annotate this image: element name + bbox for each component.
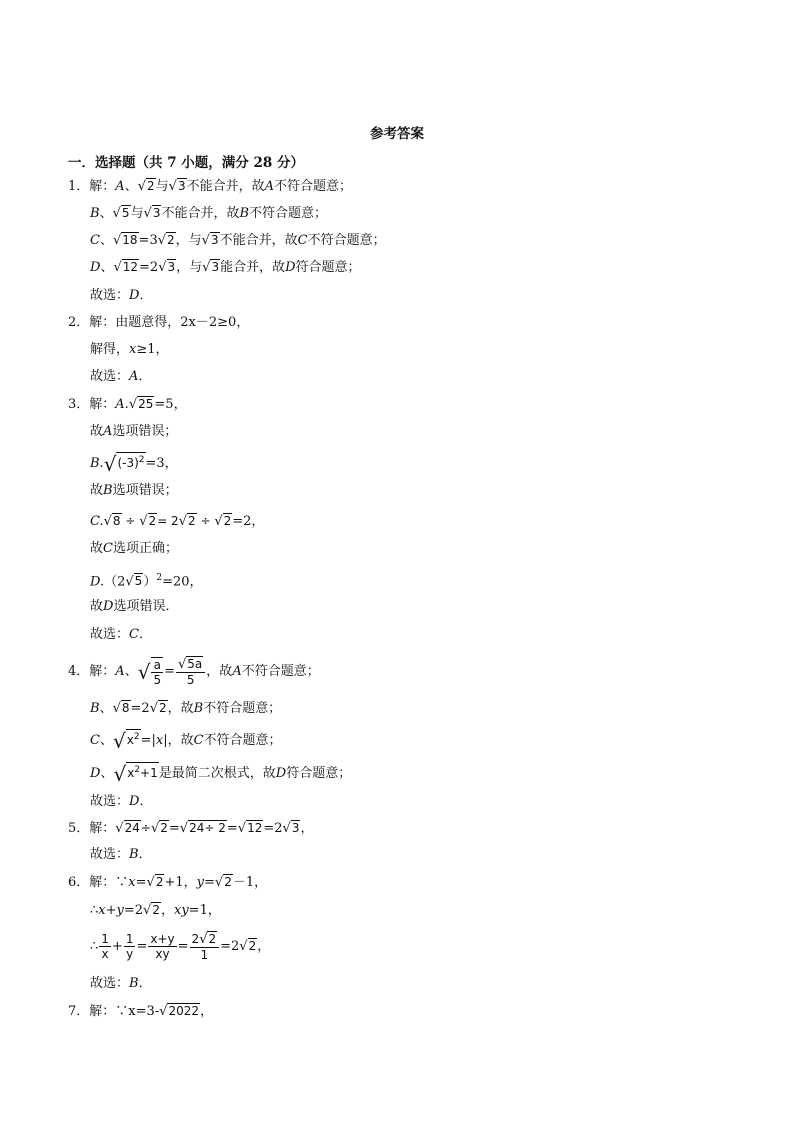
radicand: 8	[121, 701, 130, 715]
q3-result-a	[90, 423, 177, 441]
denominator: xy	[155, 947, 170, 961]
q4-number: 4．	[68, 664, 90, 679]
option-letter: A	[232, 664, 242, 679]
text: ，故	[167, 733, 194, 748]
sqrt-symbol: √	[178, 514, 187, 529]
sqrt-symbol: √	[201, 233, 210, 248]
sqrt-symbol: √	[199, 932, 208, 947]
sqrt-symbol: √	[150, 821, 160, 836]
q5-answer	[90, 846, 152, 864]
fraction	[148, 932, 176, 961]
option-letter: B.	[90, 456, 104, 471]
radicand	[116, 452, 145, 470]
radicand-base: x	[126, 733, 134, 747]
radicand: 3	[291, 821, 300, 835]
text: =5，	[154, 397, 187, 412]
choose-label: 故选：	[90, 976, 130, 991]
fraction	[99, 932, 111, 961]
text: =	[135, 875, 147, 890]
sep: 、	[100, 260, 114, 275]
q3-result-b	[90, 482, 178, 500]
sqrt-symbol: √	[179, 821, 189, 836]
radicand: 2	[155, 875, 164, 889]
text: 是最简二次根式，故	[158, 766, 276, 781]
answer-letter: A	[129, 369, 139, 384]
radicand: 2	[152, 903, 160, 917]
radicand: 18	[122, 233, 138, 247]
sqrt-symbol: √	[168, 179, 177, 194]
radicand: 2	[223, 514, 232, 528]
text: =	[226, 821, 238, 836]
text: 故	[90, 599, 104, 614]
q3-line-d	[90, 569, 203, 591]
q4-answer	[90, 793, 152, 811]
sep: 、	[99, 206, 113, 221]
q6-answer	[90, 975, 152, 993]
text: =3，	[145, 456, 178, 471]
sep: 、	[124, 664, 138, 679]
q7-line	[68, 1003, 213, 1021]
text: ÷	[196, 514, 215, 528]
radicand: 3	[152, 206, 161, 220]
text: 选项正确；	[112, 541, 178, 556]
text: =	[204, 875, 215, 890]
radicand: 2	[188, 514, 196, 528]
option-letter: A.	[115, 397, 129, 412]
text: +	[111, 939, 123, 954]
radicand: 2	[148, 514, 157, 528]
radicand-base: x	[127, 766, 135, 780]
answer-letter: B	[129, 976, 139, 991]
radicand: 2	[160, 821, 168, 835]
sqrt-symbol: √	[139, 514, 148, 529]
sqrt-symbol: √	[214, 875, 224, 890]
radicand: 2	[248, 939, 257, 953]
radicand: 3	[211, 260, 220, 274]
text: 不符合题意；	[203, 733, 282, 748]
text: ，与	[176, 260, 203, 275]
radicand: 2022	[168, 1004, 200, 1018]
sqrt-symbol: √	[214, 514, 223, 529]
option-letter: A	[103, 424, 113, 439]
denominator: 1	[200, 948, 209, 962]
radicand: 2	[158, 701, 167, 715]
exponent: 2	[133, 732, 140, 742]
sqrt-symbol: √	[112, 701, 121, 716]
sqrt-symbol: √	[112, 233, 122, 248]
page-title: 参考答案	[370, 126, 424, 142]
variable: x	[129, 342, 137, 357]
choose-label: 故选：	[90, 288, 130, 303]
q6-line-2	[90, 902, 221, 920]
q1-answer	[90, 287, 152, 305]
text: 不符合题意；	[203, 701, 282, 716]
exponent: 2	[134, 765, 141, 775]
choose-label: 故选：	[90, 794, 130, 809]
q3-result-c	[90, 540, 178, 558]
q3-line-b	[90, 452, 178, 476]
option-letter: C	[90, 733, 100, 748]
radicand-base: (-3)	[117, 456, 139, 470]
text: ，	[300, 821, 314, 836]
text: ÷	[121, 514, 140, 528]
text: 不能合并，故	[161, 206, 240, 221]
text: =2	[123, 903, 144, 918]
q6-line-3	[90, 930, 270, 964]
q1-a-label: A	[115, 179, 125, 194]
q1-yu: 与	[155, 179, 169, 194]
radicand: 3	[177, 179, 186, 193]
q1-b-label: B	[90, 206, 100, 221]
text: 选项错误；	[112, 483, 178, 498]
coefficient: 2	[191, 932, 200, 946]
sep: 、	[99, 733, 113, 748]
text: =	[164, 664, 175, 679]
radicand-tail: +1	[140, 766, 158, 780]
variable: y	[196, 875, 205, 890]
option-letter: D	[275, 766, 287, 781]
option-letter: D.	[90, 574, 105, 590]
radicand: 24	[124, 821, 140, 835]
radicand	[126, 729, 141, 747]
numerator: a	[151, 658, 163, 673]
denominator: 5	[186, 673, 195, 687]
q3-line-c	[90, 512, 264, 531]
denominator: x	[101, 947, 109, 961]
text: 不符合题意；	[241, 664, 320, 679]
q5-number: 5．	[68, 821, 90, 836]
sqrt-symbol: √	[143, 903, 152, 918]
radicand	[126, 762, 159, 780]
text: ，故	[167, 701, 194, 716]
period: ．	[138, 847, 152, 862]
period: ．	[138, 627, 152, 642]
sqrt-symbol: √	[128, 397, 138, 412]
q3-result-d	[90, 598, 178, 616]
text: ，	[200, 1004, 214, 1019]
exponent: 2	[156, 573, 163, 583]
text: 解：∵x=3-	[89, 1004, 160, 1019]
option-letter: B	[103, 483, 113, 498]
text: =2	[139, 260, 159, 275]
text: =	[168, 821, 180, 836]
text: ∴	[90, 939, 99, 954]
radicand: 12	[247, 821, 263, 835]
expression: x+y	[98, 903, 124, 918]
text: 故	[90, 424, 104, 439]
sqrt-symbol: √	[237, 821, 247, 836]
text: 不能合并，故	[219, 233, 298, 248]
text: |	[163, 733, 168, 748]
text: =	[177, 939, 189, 954]
text: =3	[138, 233, 158, 248]
sqrt-symbol: √	[125, 574, 134, 590]
text: 符合题意；	[295, 260, 361, 275]
section-heading: 一．选择题（共 7 小题，满分 28 分）	[68, 155, 304, 171]
numerator: x+y	[150, 932, 175, 946]
q6-number: 6．	[68, 875, 90, 890]
option-letter: D	[90, 766, 101, 781]
q1-c-label: C	[90, 233, 100, 248]
period: ．	[138, 369, 152, 384]
denominator: 5	[153, 672, 162, 687]
sqrt-symbol: √	[115, 821, 124, 836]
numerator: 1	[125, 932, 134, 946]
answer-letter: D	[129, 794, 140, 809]
period: ．	[138, 976, 152, 991]
text: ≥1，	[136, 342, 169, 357]
answer-letter: D	[129, 288, 140, 303]
text: 故	[90, 541, 104, 556]
radicand: 2	[167, 233, 175, 247]
radicand: 3	[167, 260, 176, 274]
option-letter: D	[103, 599, 114, 614]
q2-line-1	[68, 314, 249, 332]
option-letter: D	[285, 260, 296, 275]
sqrt-symbol: √	[103, 514, 112, 529]
radicand: 8	[112, 514, 121, 528]
sep: 、	[99, 701, 113, 716]
sqrt-symbol: √	[143, 206, 152, 221]
q5-line	[68, 819, 313, 838]
variable: x	[155, 733, 164, 748]
radicand: 2	[208, 932, 217, 946]
q1-jie: 解：	[89, 179, 116, 194]
sqrt-symbol: √	[137, 179, 146, 194]
q4-line-b	[90, 700, 281, 718]
q7-number: 7．	[68, 1004, 90, 1019]
radicand: 3	[210, 233, 219, 247]
radicand: 2	[224, 875, 232, 889]
text: = 2	[157, 514, 179, 528]
sqrt-symbol: √	[112, 729, 126, 753]
text: 故	[90, 483, 104, 498]
text: 解：∵	[89, 875, 129, 890]
text: =2	[263, 821, 283, 836]
text: 解：	[89, 664, 116, 679]
option-letter: A	[264, 179, 274, 194]
answer-letter: B	[129, 847, 139, 862]
q2-answer	[90, 368, 151, 386]
sqrt-symbol: √	[113, 260, 122, 275]
q1-line-b	[90, 205, 327, 223]
numerator	[176, 656, 205, 673]
sqrt-symbol: √	[159, 1004, 168, 1019]
sqrt-symbol: √	[149, 701, 158, 716]
text: 解得，	[90, 342, 130, 357]
q1-number: 1．	[68, 179, 90, 194]
sqrt-symbol: √	[239, 939, 248, 954]
option-letter: B	[239, 206, 250, 221]
text: 选项错误；	[112, 424, 178, 439]
text: 不符合题意；	[307, 233, 386, 248]
text: =	[136, 939, 148, 954]
sqrt-symbol: √	[282, 821, 291, 836]
option-letter: B	[90, 701, 100, 716]
denominator: y	[126, 947, 134, 961]
variable: x	[128, 875, 136, 890]
text: 解：由题意得，2x－2≥0，	[89, 315, 250, 330]
radicand: 24÷ 2	[189, 821, 226, 835]
text: =2	[220, 939, 240, 954]
radicand: 2	[147, 179, 155, 193]
text: =2，	[232, 514, 265, 529]
text: =2	[130, 701, 150, 716]
radicand: 5	[121, 206, 130, 220]
q1-line-c	[90, 232, 386, 250]
text: ，与	[175, 233, 202, 248]
radicand: 25	[138, 397, 154, 411]
text: =20，	[162, 574, 203, 590]
text: 与	[130, 206, 144, 221]
radicand: 5	[134, 574, 143, 589]
fraction	[151, 657, 163, 687]
text: （2	[104, 574, 126, 590]
text: 不能合并，故	[186, 179, 265, 194]
option-letter: B	[193, 701, 204, 716]
text: 解：	[89, 821, 116, 836]
text: ，	[257, 939, 271, 954]
radicand: 5a	[187, 657, 203, 671]
q2-line-2	[90, 341, 169, 359]
q4-line-a	[68, 656, 320, 687]
period: ．	[139, 794, 153, 809]
sep: 、	[100, 766, 114, 781]
text: －1，	[232, 875, 268, 890]
q1-d-label: D	[90, 260, 101, 275]
q3-line-a	[68, 396, 187, 414]
q6-line-1	[68, 874, 267, 892]
q4-line-d	[90, 762, 352, 786]
text: 解：	[89, 397, 116, 412]
text: =1，	[188, 903, 221, 918]
q3-number: 3．	[68, 397, 90, 412]
option-letter: C	[297, 233, 308, 248]
text: 不符合题意；	[274, 179, 353, 194]
radicand: 12	[122, 260, 139, 274]
text: ∴	[90, 903, 99, 918]
q1-sep: 、	[124, 179, 138, 194]
q4-line-c	[90, 729, 282, 753]
sep: 、	[99, 233, 113, 248]
choose-label: 故选：	[90, 847, 130, 862]
option-letter: A	[115, 664, 125, 679]
sqrt-symbol: √	[158, 260, 167, 275]
text: ，	[160, 903, 174, 918]
text: =|	[140, 733, 156, 748]
q3-answer	[90, 626, 152, 644]
fraction	[190, 931, 220, 962]
text: ，故	[206, 664, 233, 679]
text: 不符合题意；	[249, 206, 328, 221]
sqrt-symbol: √	[112, 206, 121, 221]
sqrt-symbol: √	[178, 657, 187, 672]
sqrt-symbol: √	[137, 660, 151, 684]
sqrt-symbol: √	[113, 762, 127, 786]
numerator: 1	[101, 932, 109, 946]
sqrt-symbol: √	[146, 875, 155, 890]
fraction	[176, 656, 205, 687]
period: ．	[139, 288, 153, 303]
expression: xy	[173, 903, 189, 918]
text: 能合并，故	[220, 260, 286, 275]
sqrt-symbol: √	[157, 233, 167, 248]
sqrt-symbol: √	[202, 260, 211, 275]
q1-line-d	[90, 259, 361, 277]
exponent: 2	[138, 455, 145, 465]
choose-label: 故选：	[90, 627, 130, 642]
sqrt-symbol: √	[103, 452, 117, 476]
text: ）	[143, 574, 157, 590]
fraction	[124, 932, 136, 961]
text: ÷	[140, 821, 151, 835]
option-letter: C	[103, 541, 113, 556]
choose-label: 故选：	[90, 369, 130, 384]
option-letter: C.	[90, 514, 104, 529]
numerator	[190, 931, 220, 948]
q1-line-a	[68, 178, 352, 196]
text: 符合题意；	[286, 766, 352, 781]
answer-letter: C	[129, 627, 139, 642]
text: +1，	[164, 875, 197, 890]
option-letter: C	[193, 733, 204, 748]
text: 选项错误．	[113, 599, 179, 614]
q2-number: 2．	[68, 315, 90, 330]
